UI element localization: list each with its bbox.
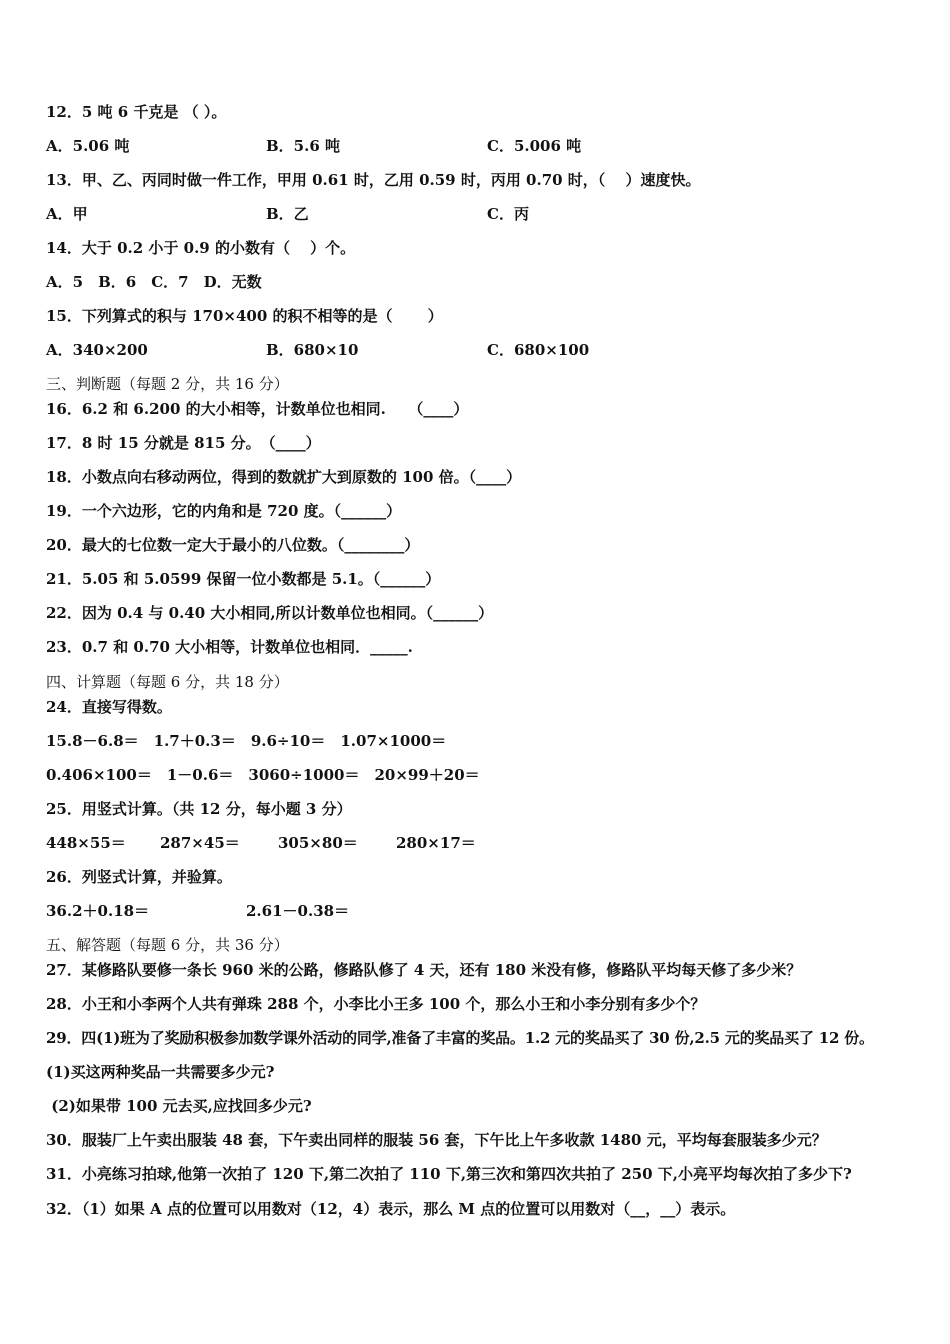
question-26-item: 2.61－0.38＝ — [246, 902, 350, 920]
question-19: 19．一个六边形，它的内角和是 720 度。（______） — [46, 502, 402, 520]
question-13-stem: 13．甲、乙、丙同时做一件工作，甲用 0.61 时，乙用 0.59 时，丙用 0.70 时，（ ）速度快。 — [46, 171, 701, 189]
question-22: 22．因为 0.4 与 0.40 大小相同,所以计数单位也相同。（______） — [46, 604, 494, 622]
question-15-option-b: B．680×10 — [266, 341, 359, 359]
question-12-stem: 12．5 吨 6 千克是 （ ）。 — [46, 103, 227, 121]
question-24-stem: 24．直接写得数。 — [46, 698, 172, 716]
question-32: 32．（1）如果 A 点的位置可以用数对（12，4）表示，那么 M 点的位置可以用数对（__，__）表示。 — [46, 1200, 736, 1218]
question-15-option-a: A．340×200 — [46, 341, 148, 359]
question-29-sub-2: (2)如果带 100 元去买,应找回多少元? — [46, 1097, 312, 1115]
question-24-row-2: 0.406×100＝ 1－0.6＝ 3060÷1000＝ 20×99＋20＝ — [46, 766, 480, 784]
question-12-option-a: A．5.06 吨 — [46, 137, 130, 155]
question-25-stem: 25．用竖式计算。（共 12 分，每小题 3 分） — [46, 800, 352, 818]
question-14-options: A．5 B．6 C．7 D．无数 — [46, 273, 262, 291]
question-15-option-c: C．680×100 — [487, 341, 590, 359]
question-30: 30．服装厂上午卖出服装 48 套，下午卖出同样的服装 56 套，下午比上午多收款 1480 元，平均每套服装多少元？ — [46, 1131, 827, 1149]
question-12-option-b: B．5.6 吨 — [266, 137, 340, 155]
question-16: 16．6.2 和 6.200 的大小相等，计数单位也相同. （____） — [46, 400, 469, 418]
question-29-stem: 29．四(1)班为了奖励积极参加数学课外活动的同学,准备了丰富的奖品。1.2 元的奖品买了 30 份,2.5 元的奖品买了 12 份。 — [46, 1029, 874, 1047]
question-18: 18．小数点向右移动两位，得到的数就扩大到原数的 100 倍。（____） — [46, 468, 522, 486]
question-20: 20．最大的七位数一定大于最小的八位数。（________） — [46, 536, 420, 554]
section-3-heading: 三、判断题（每题 2 分，共 16 分） — [46, 375, 289, 393]
question-29-sub-1: (1)买这两种奖品一共需要多少元? — [46, 1063, 275, 1081]
question-24-row-1: 15.8－6.8＝ 1.7＋0.3＝ 9.6÷10＝ 1.07×1000＝ — [46, 732, 447, 750]
question-25-item: 448×55＝ — [46, 834, 126, 852]
question-14-stem: 14．大于 0.2 小于 0.9 的小数有（ ）个。 — [46, 239, 356, 257]
question-21: 21．5.05 和 5.0599 保留一位小数都是 5.1。（______） — [46, 570, 441, 588]
question-17: 17．8 时 15 分就是 815 分。 （____） — [46, 434, 321, 452]
question-27: 27．某修路队要修一条长 960 米的公路，修路队修了 4 天，还有 180 米没有修，修路队平均每天修了多少米？ — [46, 961, 802, 979]
question-13-option-b: B．乙 — [266, 205, 309, 223]
question-26-stem: 26．列竖式计算，并验算。 — [46, 868, 232, 886]
section-4-heading: 四、计算题（每题 6 分，共 18 分） — [46, 673, 289, 691]
question-31: 31．小亮练习拍球,他第一次拍了 120 下,第二次拍了 110 下,第三次和第四次共拍了 250 下,小亮平均每次拍了多少下? — [46, 1165, 852, 1183]
question-25-item: 287×45＝ — [160, 834, 240, 852]
question-12-option-c: C．5.006 吨 — [487, 137, 582, 155]
question-13-option-c: C．丙 — [487, 205, 529, 223]
question-13-option-a: A．甲 — [46, 205, 88, 223]
question-23: 23．0.7 和 0.70 大小相等，计数单位也相同．_____. — [46, 638, 413, 656]
question-25-item: 305×80＝ — [278, 834, 358, 852]
section-5-heading: 五、解答题（每题 6 分，共 36 分） — [46, 936, 289, 954]
question-28: 28．小王和小李两个人共有弹珠 288 个，小李比小王多 100 个，那么小王和小李分别有多少个？ — [46, 995, 706, 1013]
question-26-item: 36.2＋0.18＝ — [46, 902, 150, 920]
question-15-stem: 15．下列算式的积与 170×400 的积不相等的是（ ） — [46, 307, 443, 325]
question-25-item: 280×17＝ — [396, 834, 476, 852]
